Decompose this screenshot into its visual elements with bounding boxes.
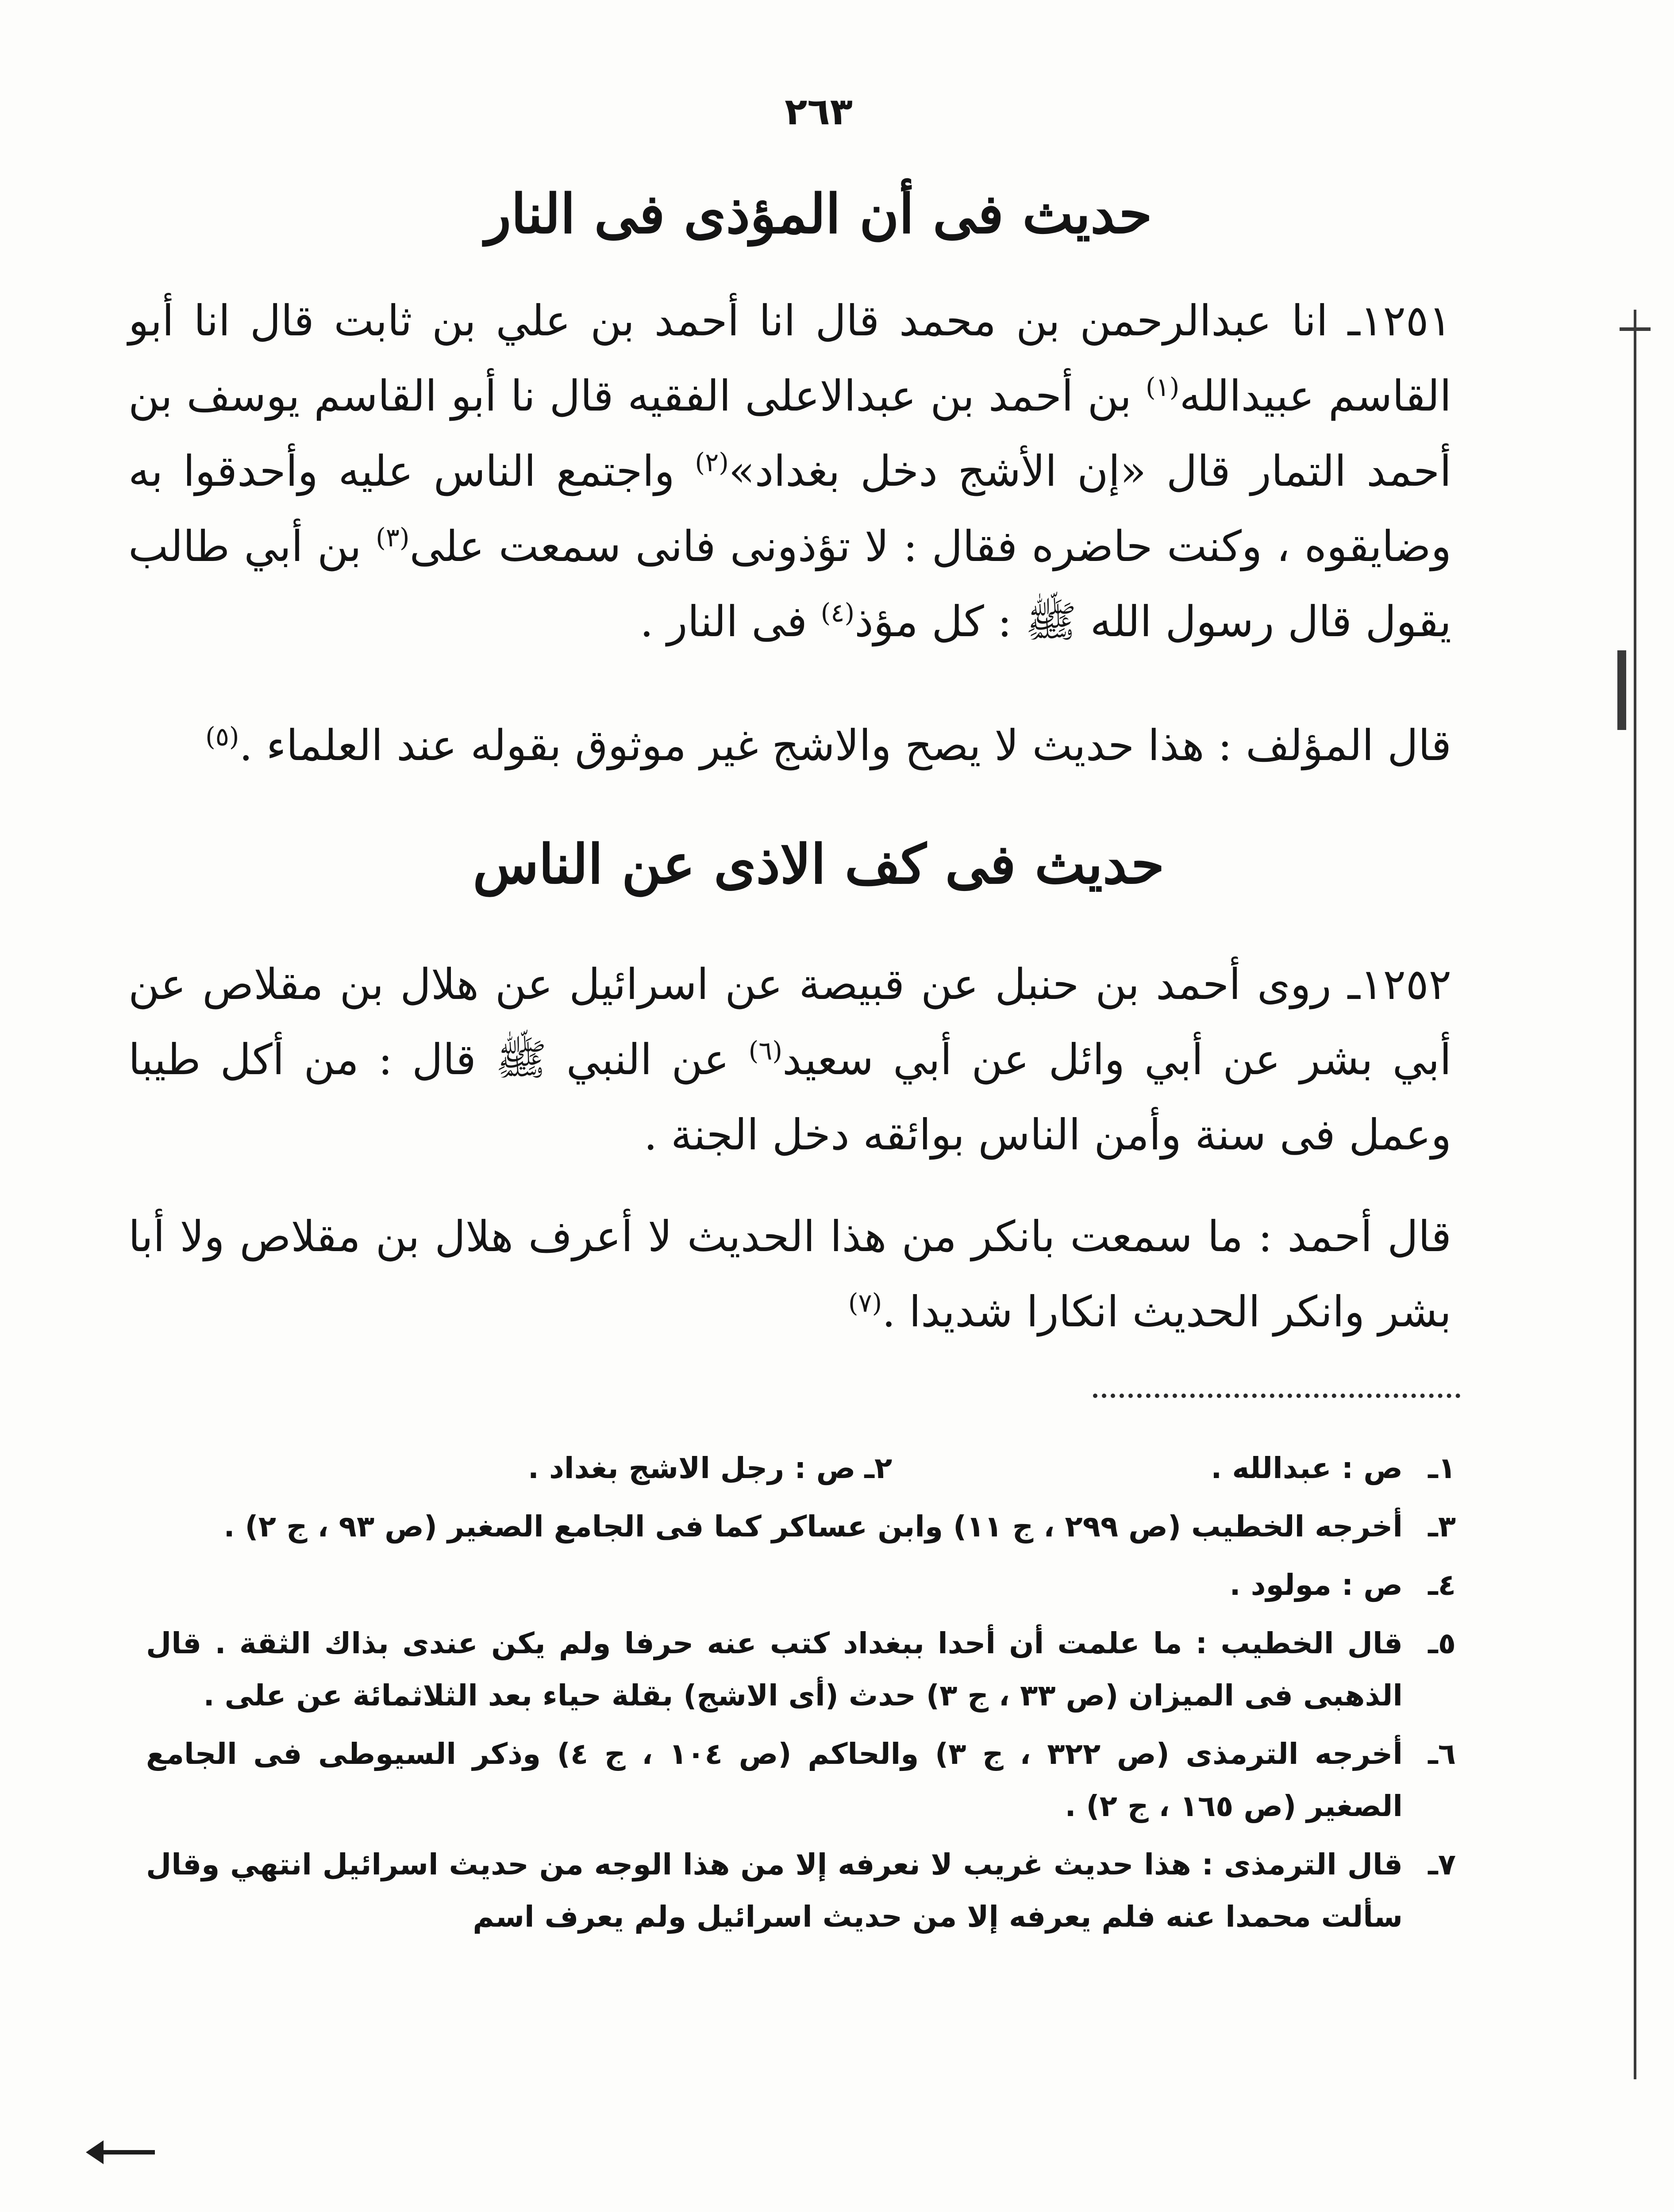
ahmad-comment: [128, 1199, 1451, 1349]
footnote-1-num: ١ـ: [1428, 1451, 1456, 1485]
hadith-1251: [128, 283, 1451, 659]
hadith-1251-text-e: فى النار .: [640, 597, 821, 646]
page-number: ٢٦٣: [785, 90, 853, 133]
footnote-ref-3: (٣): [376, 522, 410, 553]
footnotes: [146, 1442, 1456, 1943]
footnote-5: [146, 1617, 1456, 1722]
margin-tick-mark: [1620, 327, 1651, 331]
hadith-1252-text-b: عن النبي ﷺ قال : من أكل طيبا وعمل فى سنة وأمن الناس بوائقه دخل الجنة .: [128, 1035, 1451, 1160]
footnote-1-text: ص : عبدالله .: [1211, 1451, 1403, 1485]
footnote-ref-6: (٦): [748, 1036, 783, 1066]
footnote-4-num: ٤ـ: [1428, 1568, 1456, 1602]
footnote-7-text: قال الترمذى : هذا حديث غريب لا نعرفه إلا من هذا الوجه من حديث اسرائيل انتهي وقال سألت محمدا عنه فلم يعرفه إلا من حديث اسرائيل ولم يعرف اسم: [146, 1847, 1403, 1934]
footnote-separator: [1093, 1394, 1460, 1398]
footnote-ref-4: (٤): [820, 598, 855, 628]
footnote-3-text: أخرجه الخطيب (ص ٢٩٩ ، ج ١١) وابن عساكر كما فى الجامع الصغير (ص ٩٣ ، ج ٢) .: [223, 1509, 1403, 1544]
hadith-1251-text-c: واجتمع الناس عليه وأحدقوا به وضايقوه ، وكنت حاضره فقال : لا تؤذونى فانى سمعت على: [128, 446, 1452, 571]
footnote-6-text: أخرجه الترمذى (ص ٣٢٢ ، ج ٣) والحاكم (ص ١٠٤ ، ج ٤) وذكر السيوطى فى الجامع الصغير (ص ١٦٥ ، ج ٢) .: [146, 1737, 1403, 1823]
hadith-1251-text-d: بن أبي طالب يقول قال رسول الله ﷺ : كل مؤذ: [128, 522, 1451, 646]
section-heading-harm: حديث فى أن المؤذى فى النار: [485, 182, 1152, 246]
footnote-5-num: ٥ـ: [1428, 1626, 1456, 1660]
footnote-3-num: ٣ـ: [1428, 1509, 1456, 1544]
footnote-4: [146, 1559, 1456, 1611]
hadith-1251-text-b: بن أحمد بن عبدالاعلى الفقيه قال نا أبو القاسم يوسف بن أحمد التمار قال «إن الأشج دخل بغداد»: [128, 371, 1452, 496]
footnote-7: [146, 1839, 1456, 1943]
footnote-ref-2: (٢): [695, 447, 729, 477]
continuation-arrow-icon: [102, 2150, 155, 2154]
footnote-ref-7: (٧): [848, 1288, 882, 1318]
footnote-2-num: ٢ـ: [864, 1451, 893, 1485]
footnote-4-text: ص : مولود .: [1229, 1568, 1403, 1602]
hadith-1252: [128, 947, 1451, 1172]
footnote-ref-1: (١): [1146, 372, 1180, 402]
section-heading-avoid-harm: حديث فى كف الاذى عن الناس: [473, 832, 1165, 896]
ahmad-comment-text: قال أحمد : ما سمعت بانكر من هذا الحديث لا أعرف هلال بن مقلاص ولا أبا بشر وانكر الحديث انكارا شديدا .: [128, 1212, 1452, 1336]
footnote-ref-5: (٥): [205, 722, 239, 752]
footnote-6-num: ٦ـ: [1428, 1737, 1456, 1771]
hadith-1251-text-a: ١٢٥١ـ انا عبدالرحمن بن محمد قال انا أحمد بن علي بن ثابت قال انا أبو القاسم عبيدالله: [128, 296, 1452, 421]
author-comment-1: [128, 708, 1451, 783]
footnote-7-num: ٧ـ: [1428, 1847, 1456, 1882]
hadith-1252-text-a: ١٢٥٢ـ روى أحمد بن حنبل عن قبيصة عن اسرائيل عن هلال بن مقلاص عن أبي بشر عن أبي وائل عن أبي سعيد: [128, 960, 1451, 1084]
footnote-3: [146, 1501, 1456, 1553]
footnote-1-2: [146, 1442, 1456, 1494]
footnote-6: [146, 1728, 1456, 1832]
footnote-2-text: ص : رجل الاشج بغداد .: [527, 1451, 856, 1485]
footnote-5-text: قال الخطيب : ما علمت أن أحدا ببغداد كتب عنه حرفا ولم يكن عندى بذاك الثقة . قال الذهبى فى الميزان (ص ٣٣ ، ج ٣) حدث (أى الاشج) بقلة حياء بعد الثلاثمائة عن على .: [146, 1626, 1403, 1713]
author-comment-1-text: قال المؤلف : هذا حديث لا يصح والاشج غير موثوق بقوله عند العلماء .: [239, 721, 1451, 770]
binding-margin-line: [1633, 310, 1637, 2079]
margin-tick-mark-2: [1617, 650, 1626, 730]
